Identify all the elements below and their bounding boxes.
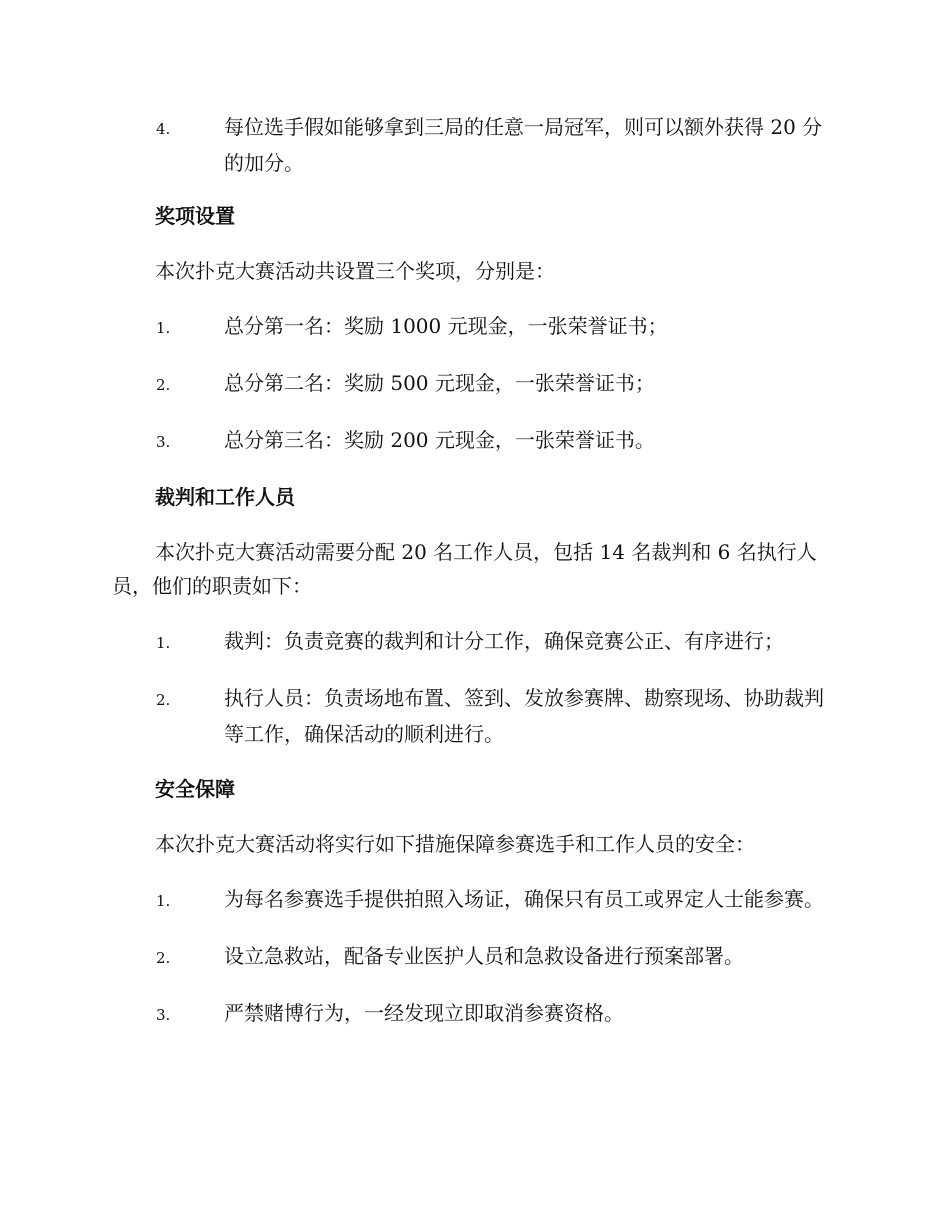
list-item (112, 681, 838, 751)
list-number: 1. (156, 892, 171, 910)
list-text: 执行人员：负责场地布置、签到、发放参赛牌、勘察现场、协助裁判等工作，确保活动的顺利进行。 (224, 686, 824, 746)
list-number: 2. (156, 691, 171, 709)
paragraph: 本次扑克大赛活动共设置三个奖项，分别是： (155, 259, 555, 283)
list-text: 总分第三名：奖励 200 元现金，一张荣誉证书。 (224, 428, 655, 452)
list-text: 每位选手假如能够拿到三局的任意一局冠军，则可以额外获得 20 分的加分。 (224, 115, 823, 175)
list-text: 总分第二名：奖励 500 元现金，一张荣誉证书； (224, 371, 655, 395)
list-text: 严禁赌博行为，一经发现立即取消参赛资格。 (224, 1001, 624, 1025)
list-text: 总分第一名：奖励 1000 元现金，一张荣誉证书； (224, 314, 668, 338)
list-item (112, 624, 838, 660)
list-number: 1. (156, 634, 171, 652)
list-item (112, 309, 838, 345)
list-item (112, 996, 838, 1032)
list-number: 4. (156, 120, 171, 138)
list-item (112, 366, 838, 402)
section-heading: 安全保障 (155, 777, 235, 801)
section-heading: 奖项设置 (155, 204, 235, 228)
list-number: 3. (156, 433, 171, 451)
list-item (112, 110, 838, 180)
document-body (112, 110, 838, 1032)
list-number: 2. (156, 949, 171, 967)
list-number: 2. (156, 376, 171, 394)
paragraph: 本次扑克大赛活动将实行如下措施保障参赛选手和工作人员的安全： (155, 832, 755, 856)
section-heading: 裁判和工作人员 (155, 485, 295, 509)
list-text: 裁判：负责竞赛的裁判和计分工作，确保竞赛公正、有序进行； (224, 629, 784, 653)
list-item (112, 939, 838, 975)
list-text: 为每名参赛选手提供拍照入场证，确保只有员工或界定人士能参赛。 (224, 887, 824, 911)
list-text: 设立急救站，配备专业医护人员和急救设备进行预案部署。 (224, 944, 744, 968)
list-item (112, 423, 838, 459)
list-item (112, 882, 838, 918)
paragraph: 本次扑克大赛活动需要分配 20 名工作人员，包括 14 名裁判和 6 名执行人员，他们的职责如下： (112, 540, 817, 598)
list-number: 1. (156, 319, 171, 337)
list-number: 3. (156, 1006, 171, 1024)
